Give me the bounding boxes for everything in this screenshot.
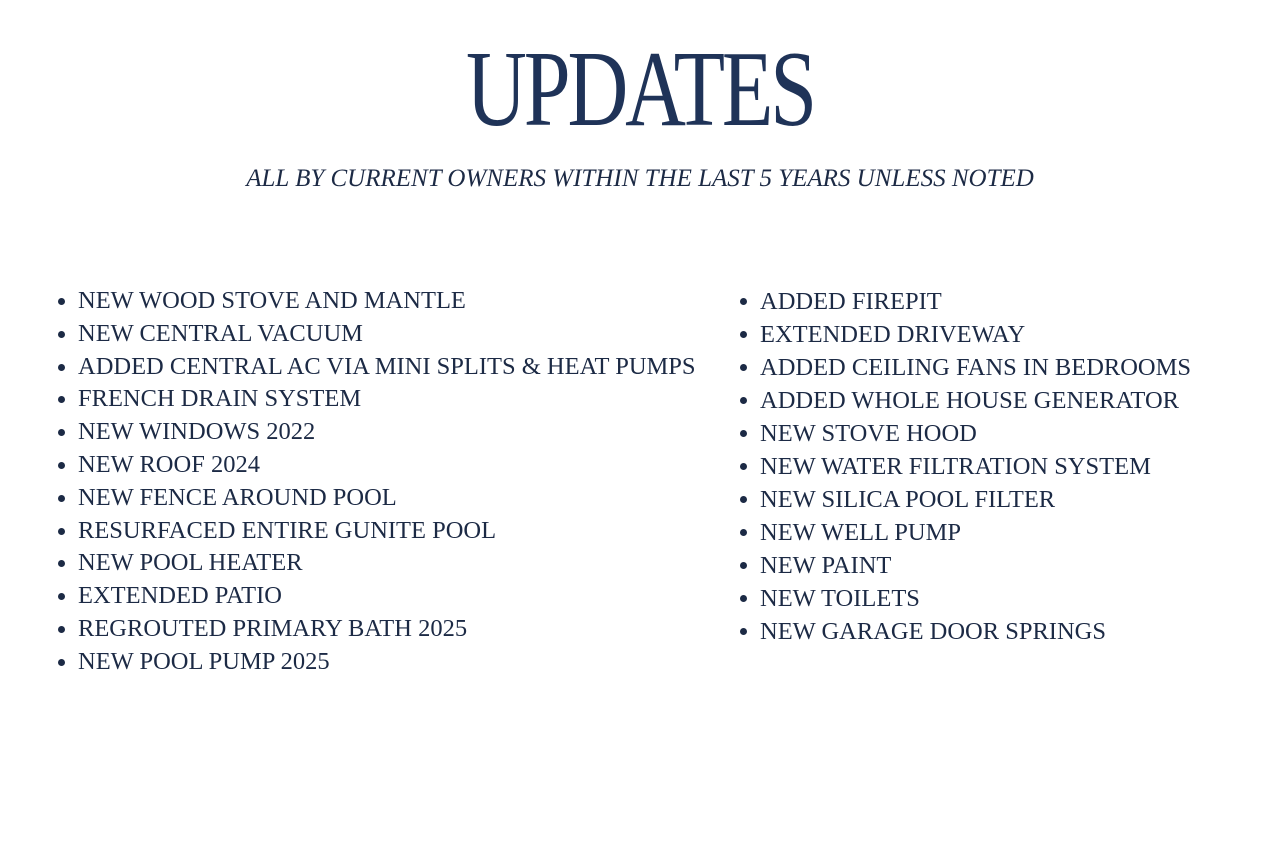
list-item (738, 615, 1258, 648)
list-item-label: NEW GARAGE DOOR SPRINGS (760, 618, 1106, 645)
list-item-label: ADDED CENTRAL AC VIA MINI SPLITS & HEAT PUMPS (78, 352, 696, 380)
list-item (738, 450, 1258, 483)
bullet-icon (58, 396, 65, 403)
bullet-icon (58, 593, 65, 600)
list-item (56, 383, 706, 416)
list-item (738, 384, 1258, 417)
bullet-icon (740, 397, 747, 404)
list-item-label: FRENCH DRAIN SYSTEM (78, 385, 362, 413)
bullet-icon (740, 562, 747, 569)
bullet-icon (58, 659, 65, 666)
list-item (56, 351, 706, 384)
list-item-label: NEW WELL PUMP (760, 519, 961, 546)
list-item-label: NEW WOOD STOVE AND MANTLE (78, 287, 466, 314)
list-item-label: EXTENDED PATIO (78, 582, 282, 610)
list-item-label: NEW ROOF 2024 (78, 450, 260, 478)
bullet-icon (740, 529, 747, 536)
updates-list-right (738, 285, 1258, 648)
bullet-icon (58, 462, 65, 469)
list-item (56, 482, 706, 515)
bullet-icon (740, 331, 747, 338)
list-item-label: NEW SILICA POOL FILTER (760, 486, 1056, 513)
page-title: UPDATES (466, 30, 814, 149)
list-item-label: NEW STOVE HOOD (760, 420, 977, 447)
list-item (56, 646, 706, 679)
list-item-label: NEW POOL PUMP 2025 (78, 647, 330, 675)
list-item (738, 582, 1258, 615)
list-item (56, 547, 706, 580)
list-item-label: RESURFACED ENTIRE GUNITE POOL (78, 516, 497, 544)
list-item-label: NEW POOL HEATER (78, 549, 303, 577)
list-item (56, 580, 706, 613)
list-item-label: ADDED WHOLE HOUSE GENERATOR (760, 387, 1179, 414)
list-item (56, 449, 706, 482)
bullet-icon (58, 331, 65, 338)
bullet-icon (740, 628, 747, 635)
list-item (738, 483, 1258, 516)
bullet-icon (740, 298, 747, 305)
bullet-icon (740, 430, 747, 437)
list-item (56, 416, 706, 449)
bullet-icon (740, 496, 747, 503)
updates-list-left (56, 285, 706, 679)
bullet-icon (740, 463, 747, 470)
bullet-icon (58, 429, 65, 436)
list-item-label: NEW WATER FILTRATION SYSTEM (760, 453, 1151, 480)
list-item (56, 613, 706, 646)
list-item (56, 515, 706, 548)
page-subtitle: ALL BY CURRENT OWNERS WITHIN THE LAST 5 YEARS UNLESS NOTED (246, 165, 1034, 192)
bullet-icon (740, 364, 747, 371)
list-item-label: NEW FENCE AROUND POOL (78, 483, 397, 511)
bullet-icon (58, 626, 65, 633)
list-item-label: ADDED CEILING FANS IN BEDROOMS (760, 354, 1192, 381)
list-item-label: EXTENDED DRIVEWAY (760, 321, 1026, 348)
list-item (56, 285, 706, 318)
list-item-label: REGROUTED PRIMARY BATH 2025 (78, 614, 468, 642)
bullet-icon (58, 364, 65, 371)
list-item-label: NEW PAINT (760, 552, 892, 579)
list-item (738, 417, 1258, 450)
list-item (738, 318, 1258, 351)
bullet-icon (58, 495, 65, 502)
bullet-icon (58, 528, 65, 535)
list-item (738, 549, 1258, 582)
list-item-label: ADDED FIREPIT (760, 288, 942, 315)
list-item (56, 318, 706, 351)
list-item (738, 285, 1258, 318)
bullet-icon (740, 595, 747, 602)
bullet-icon (58, 298, 65, 305)
list-item-label: NEW CENTRAL VACUUM (78, 319, 363, 347)
list-item-label: NEW TOILETS (760, 585, 920, 612)
list-item (738, 516, 1258, 549)
list-item (738, 351, 1258, 384)
list-item-label: NEW WINDOWS 2022 (78, 418, 316, 446)
bullet-icon (58, 560, 65, 567)
